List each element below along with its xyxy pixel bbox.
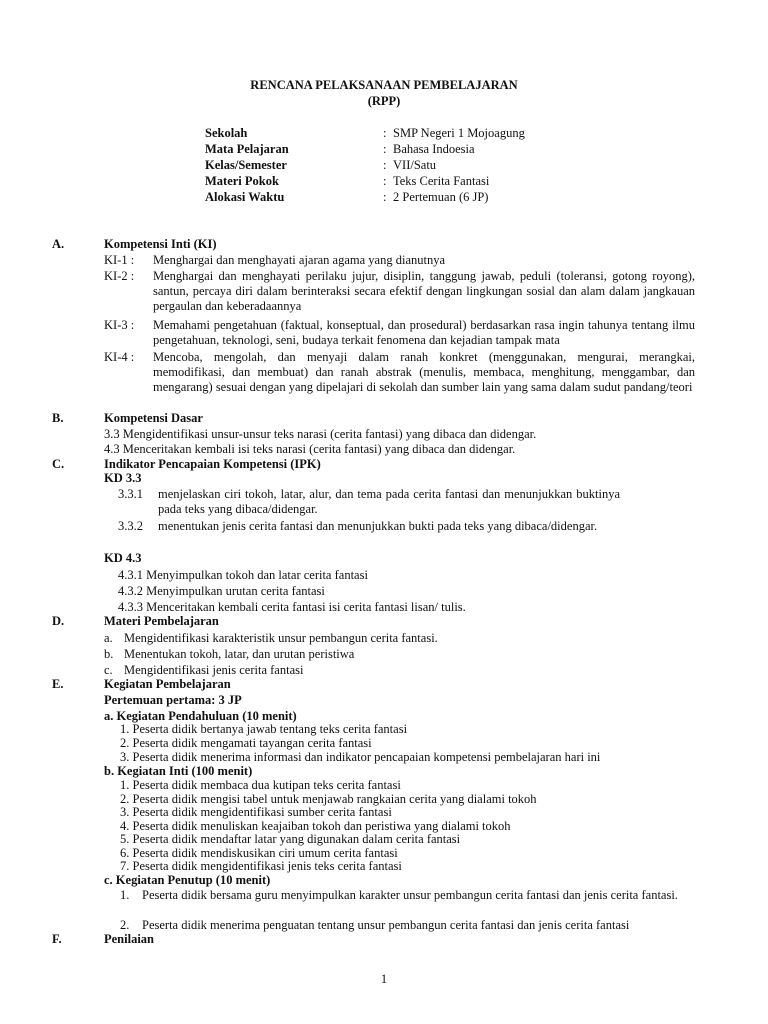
ipk-num: 3.3.1	[118, 487, 143, 501]
ipk-item: 4.3.3 Menceritakan kembali cerita fantasi isi cerita fantasi lisan/ tulis.	[118, 600, 466, 614]
ki-text: Mencoba, mengolah, dan menyaji dalam ranah konkret (menggunakan, mengurai, merangkai, memodifikasi, dan membuat) dan ranah abstrak (menulis, membaca, menghitung, menggambar, dan mengarang) sesuai dengan yang dipelajari di sekolah dan sumber lain yang sama dalam sudut pandang/teori	[153, 350, 695, 394]
activity-heading: a. Kegiatan Pendahuluan (10 menit)	[104, 709, 297, 723]
section-title: Penilaian	[104, 932, 155, 946]
section-title: Indikator Pencapaian Kompetensi (IPK)	[104, 457, 321, 471]
ki-code: KI-3 :	[104, 318, 135, 332]
activity-item: 3. Peserta didik menerima informasi dan indikator pencapaian kompetensi pembelajaran hari ini	[120, 750, 601, 764]
page-subtitle: (RPP)	[367, 94, 401, 108]
section-letter: A.	[52, 237, 65, 251]
activity-item: 1. Peserta didik bertanya jawab tentang teks cerita fantasi	[120, 722, 408, 736]
page-title: RENCANA PELAKSANAAN PEMBELAJARAN	[250, 78, 518, 92]
info-colon: :	[383, 158, 387, 172]
info-value: SMP Negeri 1 Mojoagung	[393, 126, 525, 140]
ipk-item: 4.3.1 Menyimpulkan tokoh dan latar cerita fantasi	[118, 568, 368, 582]
ipk-text: menentukan jenis cerita fantasi dan menunjukkan bukti pada teks yang dibaca/didengar.	[158, 519, 598, 533]
materi-text: Mengidentifikasi jenis cerita fantasi	[124, 663, 304, 677]
section-letter: F.	[52, 932, 62, 946]
info-label: Kelas/Semester	[205, 158, 287, 172]
activity-item: 4. Peserta didik menuliskan keajaiban tokoh dan peristiwa yang dialami tokoh	[120, 819, 511, 833]
kd-item: 3.3 Mengidentifikasi unsur-unsur teks narasi (cerita fantasi) yang dibaca dan didengar.	[104, 427, 537, 441]
section-title: Kompetensi Dasar	[104, 411, 203, 425]
section-title: Kegiatan Pembelajaran	[104, 677, 231, 691]
activity-num: 2.	[120, 918, 130, 932]
activity-num: 1.	[120, 888, 130, 902]
ki-code: KI-2 :	[104, 269, 135, 283]
activity-text: Peserta didik menerima penguatan tentang unsur pembangun cerita fantasi dan jenis cerita fantasi	[142, 918, 630, 932]
meeting-heading: Pertemuan pertama: 3 JP	[104, 693, 242, 707]
activity-item: 2. Peserta didik mengamati tayangan cerita fantasi	[120, 736, 372, 750]
info-value: 2 Pertemuan (6 JP)	[393, 190, 489, 204]
materi-text: Menentukan tokoh, latar, dan urutan peristiwa	[124, 647, 355, 661]
section-letter: B.	[52, 411, 64, 425]
info-value: Teks Cerita Fantasi	[393, 174, 490, 188]
materi-mark: a.	[104, 631, 113, 645]
materi-mark: c.	[104, 663, 113, 677]
info-colon: :	[383, 190, 387, 204]
activity-item: 2. Peserta didik mengisi tabel untuk menjawab rangkaian cerita yang dialami tokoh	[120, 792, 537, 806]
activity-item: 6. Peserta didik mendiskusikan ciri umum cerita fantasi	[120, 846, 398, 860]
ki-code: KI-1 :	[104, 253, 135, 267]
ki-code: KI-4 :	[104, 350, 135, 364]
page-number: 1	[380, 972, 388, 986]
ki-text: Memahami pengetahuan (faktual, konseptual, dan prosedural) berdasarkan rasa ingin tahunya tentang ilmu pengetahuan, teknologi, seni, budaya terkait fenomena dan kejadian tampak mata	[153, 318, 695, 347]
info-label: Sekolah	[205, 126, 248, 140]
info-value: Bahasa Indoesia	[393, 142, 475, 156]
kd-heading: KD 4.3	[104, 551, 142, 565]
materi-text: Mengidentifikasi karakteristik unsur pembangun cerita fantasi.	[124, 631, 438, 645]
info-label: Materi Pokok	[205, 174, 279, 188]
activity-heading: c. Kegiatan Penutup (10 menit)	[104, 873, 271, 887]
kd-heading: KD 3.3	[104, 471, 142, 485]
info-colon: :	[383, 142, 387, 156]
info-label: Mata Pelajaran	[205, 142, 289, 156]
section-letter: C.	[52, 457, 65, 471]
info-colon: :	[383, 126, 387, 140]
activity-text: Peserta didik bersama guru menyimpulkan karakter unsur pembangun cerita fantasi dan jenis cerita fantasi.	[142, 888, 678, 902]
section-title: Kompetensi Inti (KI)	[104, 237, 217, 251]
kd-item: 4.3 Menceritakan kembali isi teks narasi (cerita fantasi) yang dibaca dan didengar.	[104, 442, 516, 456]
ki-text: Menghargai dan menghayati perilaku jujur, disiplin, tanggung jawab, peduli (toleransi, gotong royong), santun, percaya diri dalam berinteraksi secara efektif dengan lingkungan sosial dan alam dalam jangkauan pergaulan dan keberadaannya	[153, 269, 695, 313]
ki-text: Menghargai dan menghayati ajaran agama yang dianutnya	[153, 253, 446, 267]
materi-mark: b.	[104, 647, 114, 661]
info-colon: :	[383, 174, 387, 188]
info-label: Alokasi Waktu	[205, 190, 285, 204]
info-value: VII/Satu	[393, 158, 437, 172]
section-letter: D.	[52, 614, 65, 628]
section-letter: E.	[52, 677, 64, 691]
activity-heading: b. Kegiatan Inti (100 menit)	[104, 764, 253, 778]
section-title: Materi Pembelajaran	[104, 614, 219, 628]
ipk-text: menjelaskan ciri tokoh, latar, alur, dan tema pada cerita fantasi dan menunjukkan buktinya pada teks yang dibaca/didengar.	[158, 487, 620, 516]
activity-item: 3. Peserta didik mengidentifikasi sumber cerita fantasi	[120, 805, 392, 819]
activity-item: 7. Peserta didik mengidentifikasi jenis teks cerita fantasi	[120, 859, 402, 873]
ipk-num: 3.3.2	[118, 519, 143, 533]
ipk-item: 4.3.2 Menyimpulkan urutan cerita fantasi	[118, 584, 325, 598]
activity-item: 5. Peserta didik mendaftar latar yang digunakan dalam cerita fantasi	[120, 832, 461, 846]
activity-item: 1. Peserta didik membaca dua kutipan teks cerita fantasi	[120, 778, 401, 792]
